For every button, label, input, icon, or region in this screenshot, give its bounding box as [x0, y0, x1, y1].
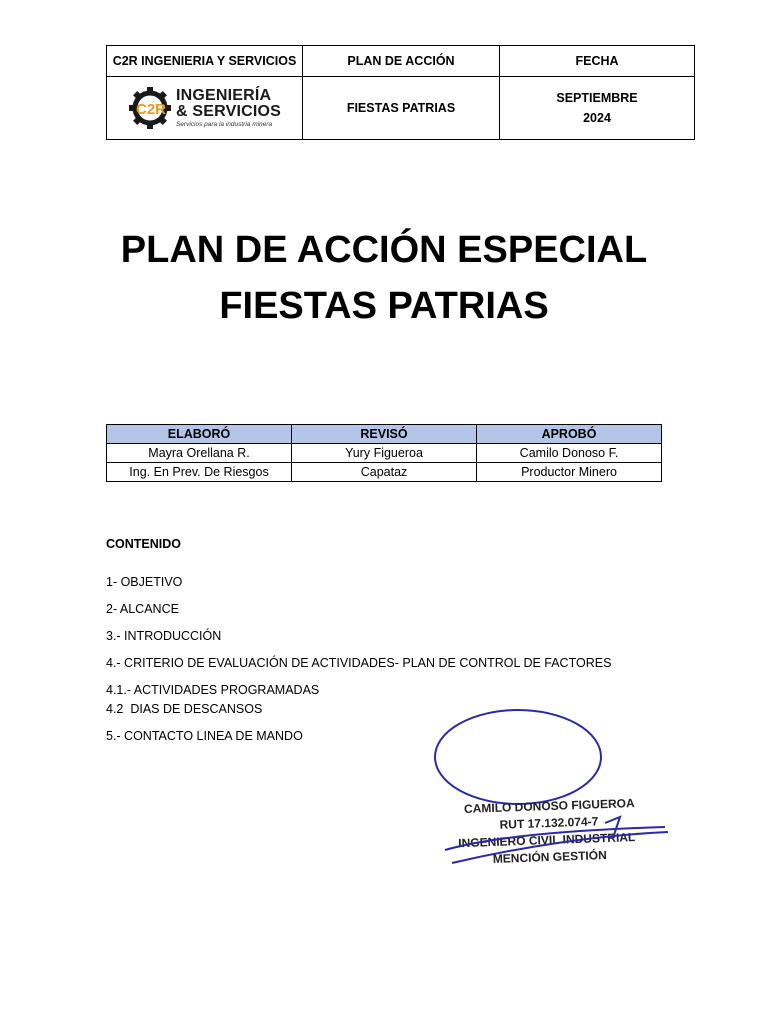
- approval-table: [106, 424, 662, 482]
- toc-item-descansos: 4.2 DIAS DE DESCANSOS: [106, 702, 263, 716]
- toc-item-contacto: 5.- CONTACTO LINEA DE MANDO: [106, 729, 303, 743]
- logo-line-1: INGENIERÍA: [175, 86, 272, 104]
- role-elaboro: Ing. En Prev. De Riesgos: [107, 463, 292, 482]
- approval-roles-row: [107, 463, 662, 482]
- gear-logo-icon: [128, 86, 172, 130]
- header-reviso: REVISÓ: [292, 425, 477, 444]
- approval-names-row: [107, 444, 662, 463]
- signature-loop: [435, 710, 601, 804]
- logo-tagline: Servicios para la industria minera: [175, 120, 273, 128]
- name-elaboro: Mayra Orellana R.: [107, 444, 292, 463]
- company-logo: [107, 86, 302, 130]
- date-month: SEPTIEMBRE: [556, 91, 638, 105]
- date-value-cell: [500, 77, 695, 140]
- role-aprobo: Productor Minero: [477, 463, 662, 482]
- stamp-name: CAMILO DONOSO FIGUEROA: [463, 796, 635, 816]
- role-reviso: Capataz: [292, 463, 477, 482]
- toc-item-objetivo: 1- OBJETIVO: [106, 575, 183, 589]
- header-aprobo: APROBÓ: [477, 425, 662, 444]
- name-aprobo: Camilo Donoso F.: [477, 444, 662, 463]
- plan-name-cell: FIESTAS PATRIAS: [303, 77, 500, 140]
- header-elaboro: ELABORÓ: [107, 425, 292, 444]
- logo-cell: [107, 77, 303, 140]
- toc-item-criterio: 4.- CRITERIO DE EVALUACIÓN DE ACTIVIDADES- PLAN DE CONTROL DE FACTORES: [106, 656, 612, 670]
- toc-item-actividades: 4.1.- ACTIVIDADES PROGRAMADAS: [106, 683, 320, 697]
- company-name-cell: C2R INGENIERIA Y SERVICIOS: [107, 46, 303, 77]
- document-header-table: [106, 45, 695, 140]
- title-line-2: FIESTAS PATRIAS: [219, 285, 549, 327]
- stamp-mention: MENCIÓN GESTIÓN: [492, 848, 607, 867]
- signature-stamp: [430, 705, 680, 880]
- toc-item-introduccion: 3.- INTRODUCCIÓN: [106, 629, 222, 643]
- page-title: [0, 222, 768, 334]
- stamp-rut: RUT 17.132.074-7: [499, 814, 599, 832]
- date-label-cell: FECHA: [500, 46, 695, 77]
- date-year: 2024: [583, 111, 611, 125]
- stamp-profession: INGENIERO CIVIL INDUSTRIAL: [457, 830, 636, 851]
- contents-title: CONTENIDO: [106, 537, 181, 551]
- doc-type-cell: PLAN DE ACCIÓN: [303, 46, 500, 77]
- logo-line-2: & SERVICIOS: [175, 102, 282, 120]
- approval-header-row: [107, 425, 662, 444]
- toc-item-alcance: 2- ALCANCE: [106, 602, 179, 616]
- svg-text:C2R: C2R: [135, 101, 166, 118]
- name-reviso: Yury Figueroa: [292, 444, 477, 463]
- title-line-1: PLAN DE ACCIÓN ESPECIAL: [120, 229, 648, 271]
